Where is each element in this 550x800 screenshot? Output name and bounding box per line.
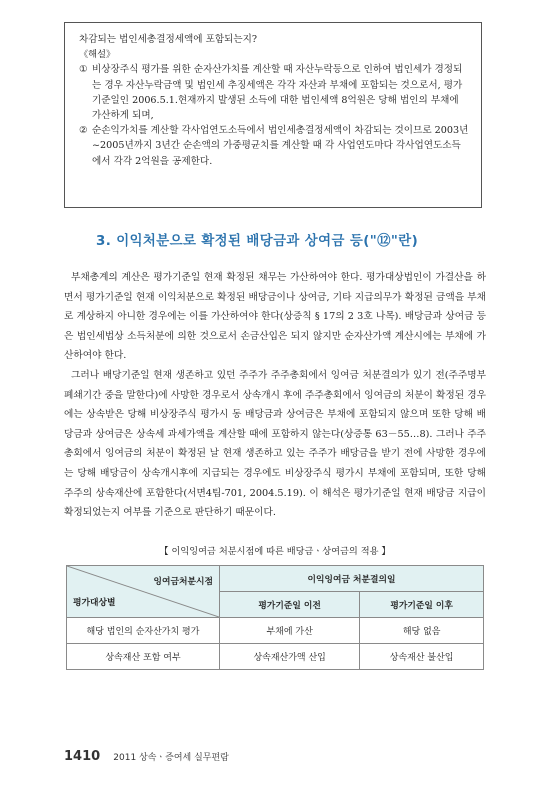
- paragraph: 부채총계의 계산은 평가기준일 현재 확정된 채무는 가산하여야 한다. 평가대상법인이 가결산을 하면서 평가기준일 현재 이익처분으로 확정된 배당금이나 상여금, 기타 지급의무가 확정된 금액을 부채로 계상하지 아니한 경우에는 이를 가산하여야 한다(상증칙 § 17의 2 3호 나목). 배당금과 상여금 등은 법인세법상 소득처분에 의한 것으로서 손금산입은 되지 않지만 순자산가액 계산시에는 부채에 가산하여야 한다.: [64, 272, 486, 362]
- page-number: 1410: [64, 749, 101, 764]
- table-row: [67, 618, 484, 644]
- paragraph: 그러나 배당기준일 현재 생존하고 있던 주주가 주주총회에서 잉여금 처분결의가 있기 전(주주명부 폐쇄기간 중을 말한다)에 사망한 경우로서 상속개시 후에 주주총회에서 잉여금의 처분이 확정된 경우에는 상속받은 당해 비상장주식 평가시 동 배당금과 상여금은 부채에 포함되지 않으며 또한 당해 배당금과 상여금은 상속세 과세가액을 계산할 때에 포함하지 않는다(상증통 63－55…8). 그러나 주주총회에서 잉여금의 처분이 확정된 날 현재 생존하고 있는 주주가 배당금을 받기 전에 사망한 경우에는 당해 배당금이 상속개시후에 지급되는 경우에도 비상장주식 평가시 부채에 포함되며, 또한 당해 주주의 상속재산에 포함한다(서면4팀-701, 2004.5.19). 이 해석은 평가기준일 현재 배당금 지급이 확정되었는지 여부를 기준으로 판단하기 때문이다.: [64, 369, 486, 519]
- row-label: 해당 법인의 순자산가치 평가: [67, 618, 220, 644]
- diagonal-header-cell: [67, 566, 220, 618]
- table-cell: 상속재산 불산입: [360, 644, 484, 670]
- example-box: [64, 22, 482, 208]
- box-question-line: 차감되는 법인세총결정세액에 포함되는지?: [79, 34, 258, 45]
- table-cell: 해당 없음: [360, 618, 484, 644]
- column-header: 평가기준일 이전: [220, 592, 360, 618]
- dividend-bonus-table: [66, 565, 484, 670]
- group-header: 이익잉여금 처분결의일: [220, 566, 484, 592]
- box-item-text: 순손익가치를 계산할 각사업연도소득에서 법인세총결정세액이 차감되는 것이므로 2003년~2005년까지 3년간 순손액의 가중평균치를 계산할 때 각 사업연도마다 각사업연도소득에서 각각 2억원을 공제한다.: [92, 125, 469, 167]
- box-item: [79, 62, 469, 123]
- table-row: [67, 644, 484, 670]
- section-title: 3. 이익처분으로 확정된 배당금과 상여금 등("⑫"란): [96, 234, 419, 249]
- row-label: 상속재산 포함 여부: [67, 644, 220, 670]
- body-text: [64, 268, 486, 523]
- box-item-number: ②: [79, 125, 88, 137]
- box-item-number: ①: [79, 64, 88, 76]
- diagonal-header-top: 잉여금처분시점: [153, 577, 213, 587]
- box-heading: 《해설》: [79, 49, 116, 61]
- box-item: [79, 123, 469, 169]
- table-cell: 부채에 가산: [220, 618, 360, 644]
- diagonal-header-bottom: 평가대상별: [73, 598, 116, 608]
- box-item-text: 비상장주식 평가를 위한 순자산가치를 계산할 때 자산누락등으로 인하여 법인세가 경정되는 경우 자산누락금액 및 법인세 추징세액은 각각 자산과 부채에 포함되는 것으로서, 평가기준일인 2006.5.1.현재까지 발생된 소득에 대한 법인세액 8억원은 당해 법인의 부채에 가산하게 되며,: [92, 64, 463, 122]
- page-footer: [64, 745, 229, 764]
- table-caption: 【 이익잉여금 처분시점에 따른 배당금ㆍ상여금의 적용 】: [159, 546, 391, 557]
- book-title: 2011 상속ㆍ증여세 실무편람: [113, 753, 229, 763]
- column-header: 평가기준일 이후: [360, 592, 484, 618]
- table-cell: 상속재산가액 산입: [220, 644, 360, 670]
